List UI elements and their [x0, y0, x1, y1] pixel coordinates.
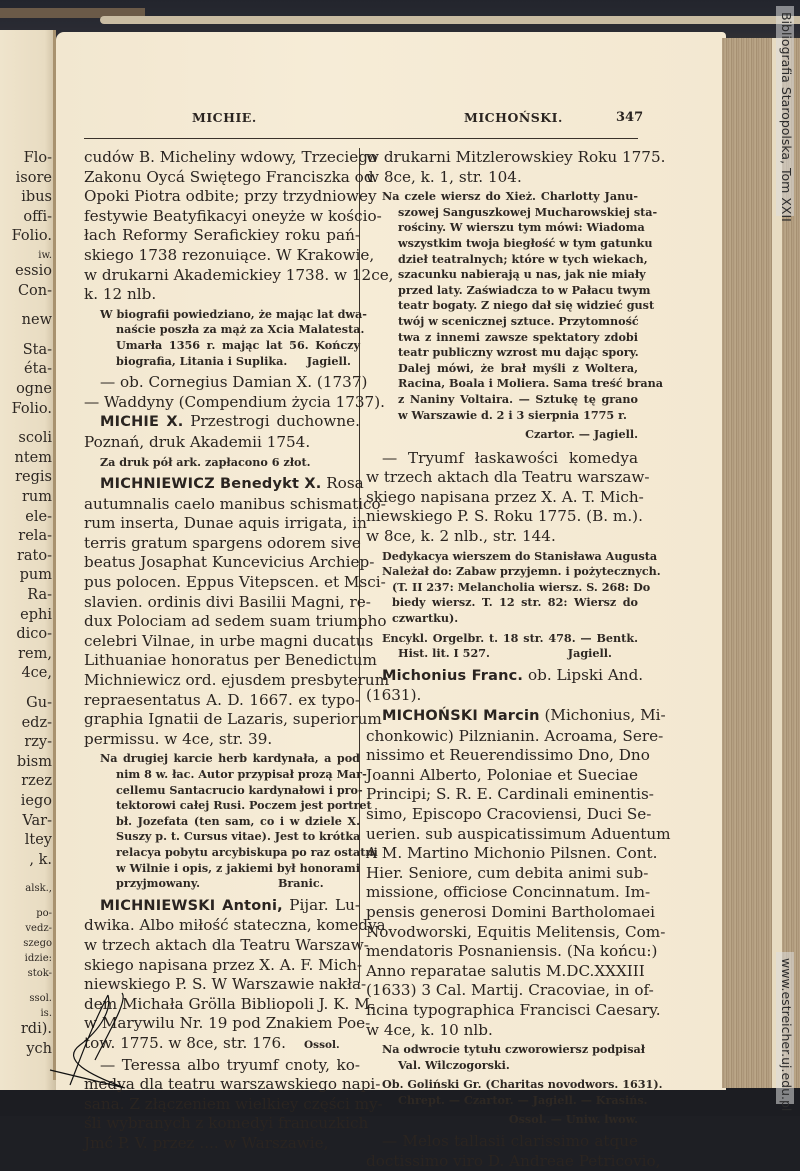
text-line: Należał do: Zabaw przyjemn. i pożytecznych.	[382, 564, 661, 579]
text-line: uerien. sub auspicatissimum Aduentum	[366, 824, 671, 843]
cross-reference	[84, 373, 385, 412]
text-line: Jmć P. V. przez .... w Warszawie,	[84, 1133, 329, 1152]
text-line: naście poszła za mąż za Xcia Malatesta.	[116, 322, 365, 337]
text-line: rościny. W wierszu tym mówi: Wiadoma	[398, 220, 645, 235]
text-line: tektorowi całej Rusi. Poczem jest portret	[116, 798, 372, 813]
text-line: relacya pobytu arcybiskupa po raz ostatni	[116, 844, 378, 859]
entry-heading-michniewicz: MICHNIEWICZ Benedykt X.	[100, 476, 322, 493]
text-line: beatus Josaphat Kuncevicius Archiep-	[84, 553, 375, 572]
text-line: celebri Vilnae, in urbe magni ducatus	[84, 631, 374, 650]
entry-michonski: MICHOŃSKI Marcin (Michonius, Mi- chonkowic) Pilznianin. Acroama, Sere- nissimo et Reuerendissimo Dno, Dno Joanni Alberto, Poloniae et Sueciae Principi; S. R. E. Cardinali eminentis- simo, Episcopo Cracoviensi, Duci Se- uerien. sub auspicatissimum Aduentum A M. Martino Michonio Pilsnen. Cont. Hier. Seniore, cum debita animi sub- missione, officiose Concinnatum. Im- pensis generosi Domini Bartholomaei Novodworski, Equitis Melitensis, Com- mendatoris Posnaniensis. (Na końcu:) Anno reparatae salutis M.DC.XXXIII (1633) 3 Cal. Martij. Cracoviae, in of- ficina typographica Francisci Caesary. w 4ce, k. 10 nlb.	[366, 706, 671, 1039]
text-line: missione, officiose Concinnatum. Im-	[366, 883, 651, 902]
text-line: Ob. Goliński Gr. (Charitas novodwors. 1631).	[382, 1077, 663, 1092]
left-page-text-fragment: vedz-	[25, 923, 52, 935]
left-page-text-fragment: Folio.	[11, 228, 52, 245]
text-line: autumnalis caelo manibus schismatico-	[84, 494, 386, 513]
left-page-text-fragment: iego	[20, 793, 52, 809]
text-line: (T. II 237: Melancholia wiersz. S. 268: Do	[392, 579, 651, 594]
text-line: dzieł teatralnych; które w tych wiekach,	[398, 251, 648, 266]
text-line: w 8ce, k. 1, str. 104.	[366, 167, 522, 186]
text-line: Hist. lit. I 527. Jagiell.	[398, 646, 612, 661]
text-line: terris gratum spargens odorem sive	[84, 533, 361, 552]
text-line: w drukarni Mitzlerowskiey Roku 1775.	[366, 148, 666, 166]
left-page-text-fragment: ephi	[20, 606, 52, 623]
text-line: Dedykacya wierszem do Stanisława Augusta	[382, 548, 658, 563]
text-line: W biografii powiedziano, że mając lat dwa-	[100, 306, 367, 321]
text-line: dux Polociam ad sedem suam triumpho	[84, 612, 387, 631]
text-line	[84, 955, 363, 976]
left-page-text-fragment: dico-	[16, 626, 52, 643]
footnote-kardynal	[84, 751, 378, 891]
text-line: repraesentatus A. D. 1667. ex typo-	[84, 690, 360, 709]
text-line: — Teressa albo tryumf cnoty, ko-	[100, 1055, 360, 1074]
text-line: permissu. w 4ce, str. 39.	[84, 729, 273, 748]
text-line: czwartku).	[392, 611, 459, 626]
text-line: Zakonu Oycá Swiętego Franciszka od	[84, 167, 374, 186]
left-page-text-fragment: rem,	[18, 645, 52, 662]
entry-michie: MICHIE X. Przestrogi duchowne. Poznań, druk Akademii 1754.	[84, 412, 360, 451]
text-line: bł. Jozefata (ten sam, co i w dziele X.	[116, 813, 360, 828]
footnote-dedykacya	[366, 548, 661, 627]
text-line-content: w Marywilu Nr. 19 pod Znakiem Poe-	[84, 1014, 371, 1033]
text-line: ficina typographica Francisci Caesary.	[366, 1000, 661, 1019]
left-page-text-fragment: edz-	[21, 714, 52, 731]
library-siglum: Ossol.	[304, 1038, 340, 1051]
text-line: medya dla teatru warszawskiego napi-	[84, 1075, 381, 1094]
text-line: twój w scenicznej sztuce. Przytomność	[398, 313, 639, 328]
left-page-text-fragment: 4ce,	[21, 665, 52, 682]
text-line: niewskiego P. S. Roku 1775. (B. m.).	[366, 507, 643, 526]
footnote-odwrocie	[366, 1042, 646, 1073]
footnote-czele	[366, 189, 663, 423]
text-line: Na drugiej karcie herb kardynała, a pod	[100, 751, 360, 766]
text-line: — Melos tallasii clarissimo atque	[382, 1132, 638, 1151]
left-page-fragment	[0, 30, 56, 1090]
text-line: Michniewicz ord. ejusdem presbyterum	[84, 671, 390, 690]
signature-mark	[50, 990, 140, 1090]
left-page-text-fragment: rato-	[16, 547, 52, 564]
text-line: Opoki Piotra odbite; przy trzydniowey	[84, 187, 377, 206]
text-line: rum inserta, Dunae aquis irrigata, in	[84, 514, 367, 533]
text-line-content: dem Michała Grölla Bibliopoli J. K. M.	[84, 994, 375, 1013]
text-line: mendatoris Posnaniensis. (Na końcu:)	[366, 942, 658, 961]
text-line: biografia, Litania i Suplika. Jagiell.	[116, 353, 351, 368]
text-line: w Wilnie i opis, z jakiemi był honorami	[116, 860, 360, 875]
text-line: festywie Beatyfikacyi oneyże w kościo-	[84, 206, 382, 225]
entry-michonius: Michonius Franc. ob. Lipski And. (1631).	[366, 665, 644, 705]
left-page-text-fragment: iw.	[38, 250, 52, 261]
text-line: w trzech aktach dla Teatru warszaw-	[366, 468, 650, 487]
text-line: szacunku nabierają u nas, jak nie miały	[398, 267, 646, 282]
side-label-title: Bibliografia Staropolska, Tom XXII	[776, 6, 794, 216]
text-line: (1633) 3 Cal. Martij. Cracoviae, in of-	[366, 981, 654, 1000]
text-line: teatr publiczny wzrost mu dając spory.	[398, 345, 639, 360]
text-line: z Naniny Voltaira. — Sztukę tę grano	[398, 391, 638, 406]
text-line: Lithuaniae honoratus per Benedictum	[84, 651, 377, 670]
left-page-text-fragment: ibus	[21, 189, 52, 206]
text-line: Na odwrocie tytułu czworowiersz podpisał	[382, 1042, 646, 1057]
book-board	[100, 16, 800, 24]
text-line: Na czele wiersz do Xież. Charlotty Janu-	[382, 189, 638, 204]
left-page-text-fragment: stok-	[27, 968, 52, 980]
text-line: Novodworski, Equitis Melitensis, Com-	[366, 922, 666, 941]
footnote-encykl	[366, 631, 638, 662]
left-page-text-fragment: Var-	[22, 812, 52, 829]
text-line: teatr bogaty. Z niego dał się widzieć gust	[398, 298, 655, 313]
text-line-content: w trzech aktach dla Teatru Warszaw-	[84, 935, 369, 954]
text-line: nissimo et Reuerendissimo Dno, Dno	[366, 746, 650, 765]
text-line: śli wybranych z komedyi francuzkich	[84, 1114, 369, 1133]
left-page-text-fragment: éta-	[24, 361, 52, 378]
left-page-text-fragment: isore	[15, 169, 52, 186]
text-line: łach Reformy Serafickiey roku pań-	[84, 226, 360, 245]
text-line: szowej Sanguszkowej Mucharowskiej sta-	[398, 204, 658, 219]
left-page-text-fragment: new	[21, 312, 52, 329]
text-line: Chrept. — Czartor. — Jagiell. — Krasińs.	[398, 1092, 648, 1107]
left-page-text-fragment: ntem	[14, 449, 52, 466]
left-page-text-fragment: rdi).	[20, 1021, 52, 1038]
text-line: Val. Wilczogorski.	[398, 1057, 510, 1072]
text-line: graphia Ignatii de Lazaris, superiorum	[84, 710, 382, 729]
entry-continuation	[84, 148, 394, 305]
footnote-signature-ossol: Ossol. — Uniw. lwow.	[508, 1112, 638, 1127]
text-line: Joanni Alberto, Poloniae et Sueciae	[366, 765, 638, 784]
left-page-text-fragment: rum	[21, 489, 52, 505]
left-page-text-fragment: Sta-	[22, 341, 52, 358]
left-page-text-fragment: offi-	[23, 208, 52, 225]
text-line: Umarła 1356 r. mając lat 56. Kończy	[116, 337, 360, 352]
text-line: — Waddyny (Compendium życia 1737).	[84, 392, 385, 411]
left-page-text-fragment: rzy-	[24, 734, 52, 751]
entry-continuation-right	[366, 148, 666, 187]
entry-melos	[366, 1132, 661, 1171]
text-line-content: tow. 1775. w 8ce, str. 176.	[84, 1033, 287, 1052]
footnote-golinski	[366, 1077, 663, 1108]
text-line: Dalej mówi, że brał myśli z Woltera,	[398, 360, 638, 375]
text-line: w drukarni Akademickiey 1738. w 12ce,	[84, 265, 394, 284]
entry-michniewski: MICHNIEWSKI Antoni, Pijar. Lu- dwika. Albo miłość stateczna, komedya w trzech aktach dla Teatru Warszaw- skiego napisana przez X. A. F. Mich- niewskiego P. S. W Warszawie nakła- dem Michała Grölla Bibliopoli J. K. M. w Marywilu Nr. 19 pod Znakiem Poe- tow. 1775. w 8ce, str. 176. Ossol.	[84, 896, 360, 1056]
text-line: w Warszawie d. 2 i 3 sierpnia 1775 r.	[398, 407, 627, 422]
left-page-text-fragment: ele-	[25, 508, 52, 525]
text-line: sana. Z złączeniem wielkiey części my-	[84, 1094, 383, 1113]
left-page-text-fragment: po-	[36, 908, 52, 920]
text-line: w 4ce, k. 10 nlb.	[366, 1020, 493, 1039]
footnote-druk: Za druk pół ark. zapłacono 6 złot.	[100, 454, 311, 469]
left-page-text-fragment: Gu-	[26, 695, 52, 711]
left-page-text-fragment: pum	[19, 567, 52, 584]
left-page-text-fragment: ych	[26, 1041, 52, 1057]
text-line-content: dwika. Albo miłość stateczna, komedya	[84, 916, 386, 935]
text-line: Racina, Boala i Moliera. Sama treść brana	[398, 376, 663, 391]
left-page-text-fragment: rela-	[18, 528, 52, 545]
left-page-text-fragment: , k.	[29, 851, 52, 868]
entry-michniewicz: MICHNIEWICZ Benedykt X. Rosa autumnalis caelo manibus schismatico- rum inserta, Dunae aquis irrigata, in terris gratum spargens odorem sive beatus Josaphat Kuncevicius Archiep- pus polocen. Eppus Vitepscen. et Msci- slavien. ordinis divi Basilii Magni, re- dux Polociam ad sedem suam triumpho celebri Vilnae, in urbe magni ducatus Lithuaniae honoratus per Benedictum Michniewicz ord. ejusdem presbyterum repraesentatus A. D. 1667. ex typo- graphia Ignatii de Lazaris, superiorum permissu. w 4ce, str. 39.	[84, 474, 390, 748]
text-line: chonkowic) Pilznianin. Acroama, Sere-	[366, 726, 664, 745]
entry-heading-michie: MICHIE X.	[100, 414, 184, 431]
left-page-text-fragment: Folio.	[11, 400, 52, 417]
text-line: — ob. Cornegius Damian X. (1737)	[100, 373, 368, 392]
left-page-text-fragment: Ra-	[27, 587, 52, 603]
left-page-text-fragment: Flo-	[23, 150, 52, 166]
left-page-text-fragment: scoli	[18, 430, 52, 447]
text-line: slavien. ordinis divi Basilii Magni, re-	[84, 592, 371, 611]
left-page-text-fragment: szego	[23, 938, 52, 950]
entry-heading-michonius: Michonius Franc.	[382, 667, 524, 684]
left-page-text-fragment: regis	[15, 469, 52, 486]
text-line: twa z innemi zawsze spektatory zdobi	[398, 329, 638, 344]
entry-heading-michonski: MICHOŃSKI Marcin	[382, 708, 540, 724]
footnote-biografia	[84, 306, 367, 369]
left-page-text-fragment: ltey	[24, 832, 52, 849]
entry-tryumf	[366, 448, 650, 547]
text-line: nim 8 w. łac. Autor przypisał prozą Mar-	[116, 767, 367, 781]
text-line: pus polocen. Eppus Vitepscen. et Msci-	[84, 573, 386, 592]
text-line	[84, 935, 369, 956]
text-line: Suszy p. t. Cursus vitae). Jest to krótka	[116, 829, 361, 844]
text-line: przyjmowany. Branic.	[116, 876, 324, 891]
right-column	[366, 148, 671, 1171]
text-line-content: skiego napisana przez X. A. F. Mich-	[84, 955, 363, 974]
text-line: pensis generosi Domini Bartholomaei	[366, 902, 655, 921]
text-line: — Tryumf łaskawości komedya	[382, 448, 638, 467]
text-line	[84, 916, 386, 936]
left-page-text-fragment: is.	[40, 1008, 52, 1020]
text-line: wszystkim twoja biegłość w tym gatunku	[398, 235, 653, 250]
header-rule	[84, 138, 638, 139]
left-page-text-fragment: bism	[16, 753, 52, 770]
text-line: cudów B. Micheliny wdowy, Trzeciego	[84, 148, 378, 166]
running-head-right: MICHOŃSKI.	[464, 110, 563, 125]
text-line: w 8ce, k. 2 nlb., str. 144.	[366, 527, 556, 546]
text-line: k. 12 nlb.	[84, 285, 157, 304]
text-line: Encykl. Orgelbr. t. 18 str. 478. — Bentk.	[382, 630, 638, 645]
text-line: biedy wiersz. T. 12 str. 82: Wiersz do	[392, 595, 638, 610]
left-page-text-fragment: essio	[15, 263, 52, 279]
page-number: 347	[616, 110, 644, 125]
left-page-text-fragment: Con-	[17, 282, 52, 299]
left-page-text-fragment: idzie:	[24, 953, 52, 965]
text-line-content: niewskiego P. S. W Warszawie nakła-	[84, 975, 367, 994]
text-line: przed laty. Zaświadcza to w Pałacu twym	[398, 282, 651, 297]
left-page-text-fragment: rzez	[21, 773, 52, 790]
left-page-text-fragment: alsk.,	[25, 883, 52, 895]
side-label-url[interactable]: www.estreicher.uj.edu.pl	[776, 952, 794, 1104]
text-line: cellemu Santacrucio kardynałowi i pro-	[116, 782, 363, 797]
text-line: skiego 1738 rezonuiące. W Krakowie,	[84, 245, 375, 264]
text-line: simo, Episcopo Cracoviensi, Duci Se-	[366, 804, 652, 823]
text-line: skiego napisana przez X. A. T. Mich-	[366, 487, 644, 506]
footnote-signature-czartor: Czartor. — Jagiell.	[525, 427, 638, 442]
text-line: Anno reparatae salutis M.DC.XXXIII	[366, 961, 645, 980]
left-page-text-fragment: ogne	[16, 381, 52, 397]
left-page-text-fragment: ssol.	[29, 993, 52, 1005]
text-line: doctissimo viro D. Andreae Petricovio,	[366, 1151, 661, 1170]
text-line: Principi; S. R. E. Cardinali eminentis-	[366, 785, 654, 804]
entry-heading-michniewski: MICHNIEWSKI Antoni,	[100, 897, 283, 914]
text-line: Hier. Seniore, cum debita animi sub-	[366, 863, 649, 882]
text-line: A M. Martino Michonio Pilsnen. Cont.	[366, 844, 658, 863]
running-head-left: MICHIE.	[192, 110, 257, 125]
